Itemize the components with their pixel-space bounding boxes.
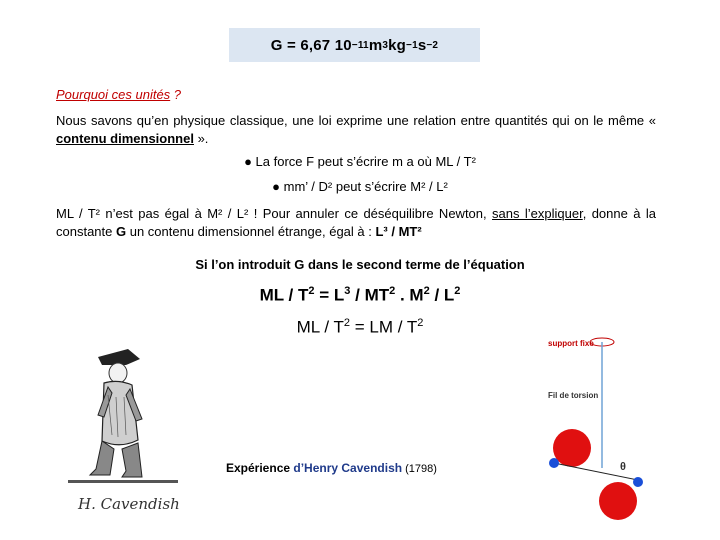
formula-exp4: −2 [426, 39, 439, 51]
para2-b: sans l’expliquer [492, 206, 583, 221]
paragraph-intro [56, 112, 656, 148]
eq2-s1: 2 [343, 317, 350, 329]
paragraph-newton [56, 205, 656, 241]
para2-d: un contenu dimensionnel étrange, égal à : [126, 224, 376, 239]
formula-unit2: kg [388, 36, 407, 54]
eq1-p3: / MT [350, 285, 390, 305]
eq1-s4: 2 [423, 285, 430, 297]
eq2-s2: 2 [417, 317, 424, 329]
heading-text: Pourquoi ces unités [56, 87, 171, 102]
para2-g: G [116, 224, 127, 239]
formula-exp3: −1 [406, 39, 418, 51]
formula-unit3: s [417, 36, 427, 54]
constant-formula-box [229, 28, 480, 62]
cavendish-signature: H. Cavendish [78, 495, 180, 513]
eq1-s2: 3 [344, 285, 351, 297]
caption-year: (1798) [402, 463, 437, 475]
para2-a: ML / T² n’est pas égal à M² / L² ! Pour annuler ce déséquilibre Newton, [56, 206, 493, 221]
section-heading [56, 87, 181, 102]
eq1-p1: ML / T [259, 285, 309, 305]
formula-prefix: G = 6,67 10 [270, 36, 352, 54]
large-ball-bottom [599, 482, 637, 520]
cavendish-portrait-image [68, 345, 178, 495]
eq1-p4: . M [395, 285, 424, 305]
para1-bold: contenu dimensionnel [56, 131, 194, 146]
eq1-s3: 2 [389, 285, 396, 297]
para1-text: Nous savons qu’en physique classique, une loi exprime une relation entre quantités qui on le même « [56, 113, 656, 128]
eq2-p1: ML / T [296, 317, 344, 337]
small-ball-right [633, 477, 643, 487]
mm-line: ● mm’ / D² peut s’écrire M² / L² [272, 179, 448, 194]
para1-end: ». [193, 131, 209, 146]
small-ball-left [549, 458, 559, 468]
eq1-s1: 2 [308, 285, 315, 297]
fiber-label: Fil de torsion [548, 391, 599, 400]
intro-line: Si l’on introduit G dans le second terme de l’équation [195, 257, 525, 272]
support-label: support fixe [548, 339, 594, 348]
theta-label: θ [620, 461, 626, 473]
equation-1 [0, 285, 720, 306]
eq1-p5: / L [429, 285, 455, 305]
eq1-p2: = L [314, 285, 345, 305]
formula-exp2: 3 [382, 39, 389, 51]
eq1-s5: 2 [454, 285, 461, 297]
formula-unit1: m [368, 36, 383, 54]
formula-exp1: −11 [351, 39, 369, 51]
caption-a: Expérience [226, 461, 294, 475]
para2-e: L³ / MT² [375, 224, 422, 239]
torsion-balance-diagram [520, 330, 720, 540]
para2-c: , donne à la constante [56, 206, 656, 239]
heading-suffix: ? [170, 87, 182, 102]
eq2-p2: = LM / T [349, 317, 418, 337]
force-line: ● La force F peut s’écrire m a où ML / T² [244, 154, 476, 169]
caption-who: d’Henry Cavendish [293, 461, 403, 475]
figure-caption [226, 461, 437, 475]
